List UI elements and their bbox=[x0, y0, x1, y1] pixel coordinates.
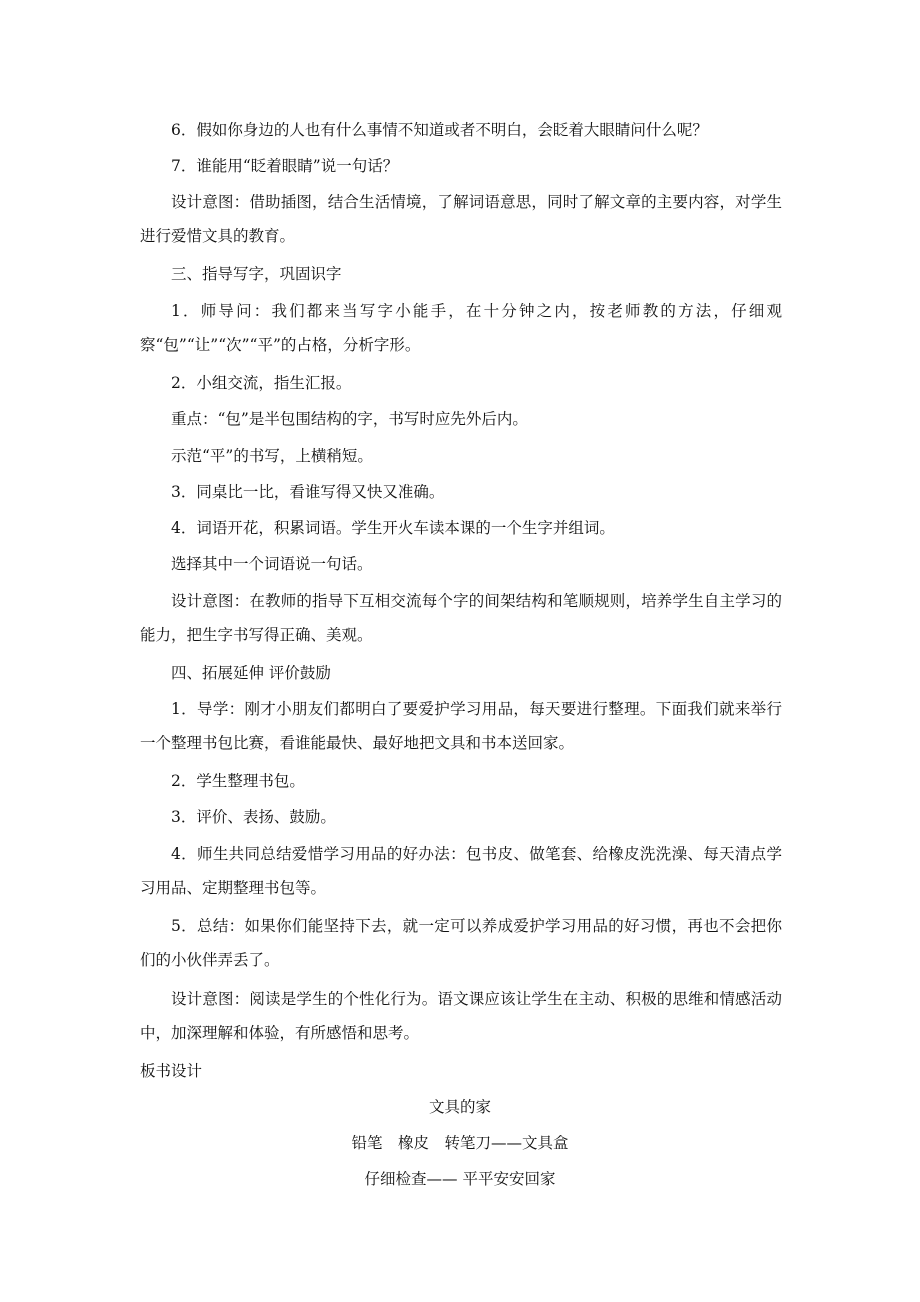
paragraph-conclusion: 5．总结：如果你们能坚持下去，就一定可以养成爱护学习用品的好习惯，再也不会把你们的小伙伴弄丢了。 bbox=[140, 917, 782, 969]
board-line-2: 仔细检查—— 平平安安回家 bbox=[364, 1170, 556, 1188]
board-design-heading: 板书设计 bbox=[140, 1062, 203, 1080]
board-title: 文具的家 bbox=[428, 1098, 491, 1116]
paragraph-choose-word: 选择其中一个词语说一句话。 bbox=[171, 555, 373, 573]
paragraph-guide: 1．导学：刚才小朋友们都明白了要爱护学习用品，每天要进行整理。下面我们就来举行一个整理书包比赛，看谁能最快、最好地把文具和书本送回家。 bbox=[140, 700, 782, 752]
board-line-1: 铅笔 橡皮 转笔刀——文具盒 bbox=[351, 1134, 569, 1152]
paragraph-design-intent-1: 设计意图：借助插图，结合生活情境，了解词语意思，同时了解文章的主要内容，对学生进行爱惜文具的教育。 bbox=[140, 193, 782, 245]
paragraph-design-intent-3: 设计意图：阅读是学生的个性化行为。语文课应该让学生在主动、积极的思维和情感活动中，加深理解和体验，有所感悟和思考。 bbox=[140, 990, 782, 1042]
paragraph-key-point: 重点：“包”是半包围结构的字，书写时应先外后内。 bbox=[171, 410, 528, 428]
paragraph-evaluate: 3．评价、表扬、鼓励。 bbox=[171, 808, 336, 826]
paragraph-step-3: 3．同桌比一比，看谁写得又快又准确。 bbox=[171, 483, 445, 501]
paragraph-step-1: 1．师导问：我们都来当写字小能手，在十分钟之内，按老师教的方法，仔细观察“包”“让”“次”“平”的占格，分析字形。 bbox=[140, 302, 782, 354]
paragraph-question-7: 7．谁能用“眨着眼睛”说一句话？ bbox=[171, 157, 399, 175]
paragraph-design-intent-2: 设计意图：在教师的指导下互相交流每个字的间架结构和笔顺规则，培养学生自主学习的能力，把生字书写得正确、美观。 bbox=[140, 592, 782, 644]
paragraph-summary-methods: 4．师生共同总结爱惜学习用品的好办法：包书皮、做笔套、给橡皮洗洗澡、每天清点学习用品、定期整理书包等。 bbox=[140, 845, 782, 897]
section-heading-3: 三、指导写字，巩固识字 bbox=[171, 265, 342, 283]
paragraph-demo: 示范“平”的书写，上横稍短。 bbox=[171, 447, 373, 465]
section-heading-4: 四、拓展延伸 评价鼓励 bbox=[171, 664, 331, 682]
paragraph-question-6: 6．假如你身边的人也有什么事情不知道或者不明白，会眨着大眼睛问什么呢？ bbox=[171, 121, 708, 139]
paragraph-step-4: 4．词语开花，积累词语。学生开火车读本课的一个生字并组词。 bbox=[171, 519, 615, 537]
paragraph-step-2: 2．小组交流，指生汇报。 bbox=[171, 374, 352, 392]
paragraph-organize-bag: 2．学生整理书包。 bbox=[171, 772, 305, 790]
